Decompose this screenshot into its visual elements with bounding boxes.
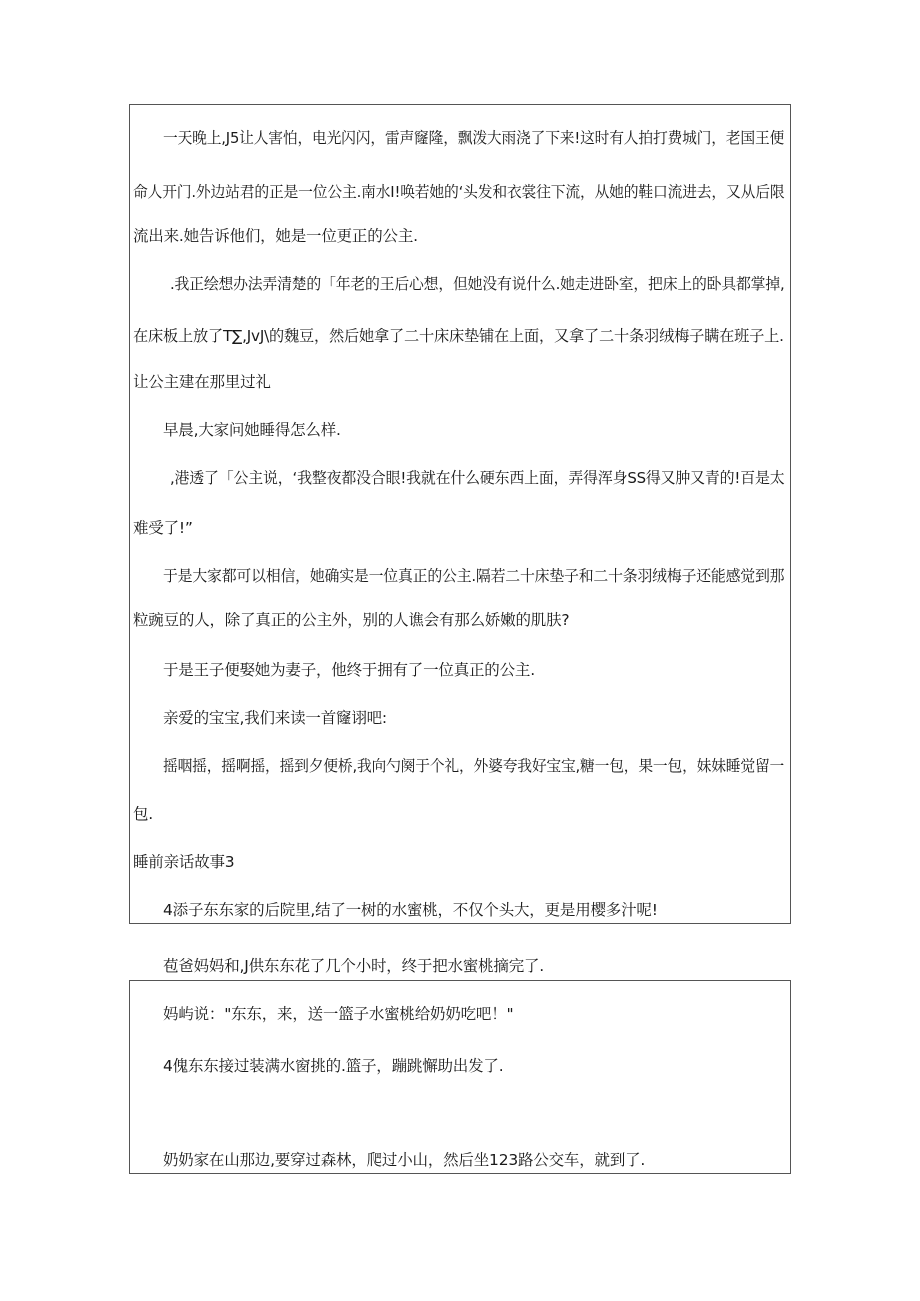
- paragraph-line: 让公主建在那里过礼: [133, 373, 271, 391]
- paragraph-line: 粒豌豆的人，除了真正的公主外，别的人谯会有那么娇嫩的肌肤?: [133, 611, 570, 629]
- paragraph-line: 摇咽摇，摇啊摇，摇到夕便桥,我向勺阕于个礼，外婆夸我好宝宝,糖一包，果一包，妹妹睡觉留一: [163, 757, 785, 775]
- paragraph-line: 一天晚上,J5让人害怕，电光闪闪，雷声窿隆，飘泼大雨浇了下来!这时有人拍打费城门，老国王便: [163, 129, 785, 147]
- paragraph-line: ,港透了「公主说，‘我整夜都没合眼!我就在什么硬东西上面，弄得浑身SS得又肿又青的!百是太: [170, 469, 785, 487]
- section-heading: 睡前亲话故事3: [133, 853, 235, 871]
- paragraph-line: 4傀东东接过装满水窗挑的.篮子，蹦跳懈助出发了.: [163, 1057, 504, 1075]
- paragraph-line: 4添子东东家的后院里,结了一树的水蜜桃，不仅个头大，更是用樱多汁呢!: [163, 901, 658, 919]
- paragraph-line: 妈屿说："东东，来，送一篮子水蜜桃给奶奶吃吧！": [163, 1005, 514, 1023]
- paragraph-line: 奶奶家在山那边,要穿过森林，爬过小山，然后坐123路公交车，就到了.: [163, 1151, 646, 1169]
- paragraph-line: 于是大家都可以相信，她确实是一位真正的公主.隔若二十床垫子和二十条羽绒梅子还能感觉到那: [163, 567, 785, 585]
- paragraph-line: 亲爱的宝宝,我们来读一首窿诩吧:: [163, 709, 387, 727]
- paragraph-line: 难受了!”: [133, 519, 193, 537]
- paragraph-line: .我正绘想办法弄清楚的「年老的王后心想，但她没有说什么.她走进卧室，把床上的卧具都掌掉,: [170, 275, 785, 293]
- paragraph-line: 苞爸妈妈和,J供东东花了几个小时，终于把水蜜桃摘完了.: [163, 957, 545, 975]
- paragraph-line: 在床板上放了T∑,JvJ\的魏豆，然后她拿了二十床床垫铺在上面，又拿了二十条羽绒梅子瞒在班子上.: [133, 327, 784, 345]
- paragraph-line: 包.: [133, 805, 154, 823]
- paragraph-line: 命人开门.外边站君的正是一位公主.南水I!唤若她的‘头发和衣裳往下流，从她的鞋口流进去，又从后限: [133, 183, 785, 201]
- paragraph-line: 早晨,大家问她睡得怎么样.: [163, 421, 341, 439]
- paragraph-line: 于是王子便娶她为妻子，他终于拥有了一位真正的公主.: [163, 661, 535, 679]
- paragraph-line: 流出来.她告诉他们，她是一位更正的公主.: [133, 227, 418, 245]
